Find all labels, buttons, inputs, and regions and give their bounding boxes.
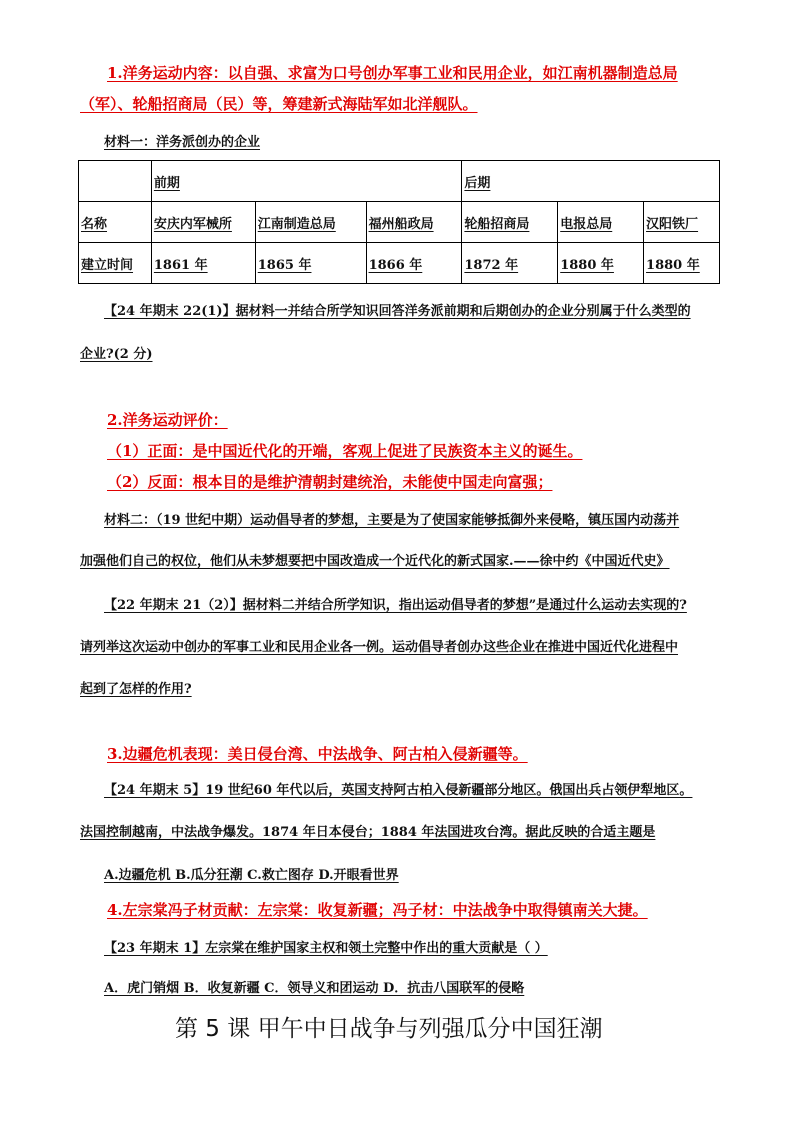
q2-line2: 请列举这次运动中创办的军事工业和民用企业各一例。运动倡导者创办这些企业在推进中国近代化进程中 (80, 640, 679, 655)
row-time-label: 建立时间 (79, 243, 152, 284)
table-row (79, 161, 720, 202)
table-cell: 1861 年 (151, 243, 255, 284)
table-cell: 1865 年 (255, 243, 366, 284)
table-cell: 1872 年 (462, 243, 558, 284)
section4-heading: 4.左宗棠冯子材贡献：左宗棠：收复新疆；冯子材：中法战争中取得镇南关大捷。 (107, 901, 648, 919)
q4-line1: 【23 年期末 1】左宗棠在维护国家主权和领土完整中作出的重大贡献是（ ） (104, 941, 548, 956)
table-row (79, 243, 720, 284)
section1-line2: （军）、轮船招商局（民）等，筹建新式海陆军如北洋舰队。 (80, 95, 478, 113)
table-cell: 轮船招商局 (462, 202, 558, 243)
material2-line2: 加强他们自己的权位，他们从未梦想要把中国改造成一个近代化的新式国家.——徐中约《中国近代史》 (80, 554, 670, 569)
q1-line2: 企业?(2 分) (80, 347, 153, 362)
table-cell-empty (79, 161, 152, 202)
q3-line1: 【24 年期末 5】19 世纪60 年代以后，英国支持阿古柏入侵新疆部分地区。俄国出兵占领伊犁地区。 (104, 783, 693, 798)
section2-negative: （2）反面：根本目的是维护清朝封建统治，未能使中国走向富强； (107, 473, 553, 491)
table-cell: 汉阳铁厂 (644, 202, 720, 243)
q2-line1: 【22 年期末 21（2）】据材料二并结合所学知识，指出运动倡导者的梦想”是通过什么运动去实现的? (104, 598, 687, 613)
q1-line1: 【24 年期末 22(1)】据材料一并结合所学知识回答洋务派前期和后期创办的企业分别属于什么类型的 (104, 304, 691, 319)
section2-positive: （1）正面：是中国近代化的开端，客观上促进了民族资本主义的诞生。 (107, 442, 583, 460)
table-cell: 1880 年 (558, 243, 644, 284)
table-cell: 安庆内军械所 (151, 202, 255, 243)
table-cell: 1866 年 (366, 243, 462, 284)
material1-label: 材料一：洋务派创办的企业 (104, 135, 261, 150)
table-cell: 电报总局 (558, 202, 644, 243)
period-early-header: 前期 (151, 161, 462, 202)
table-row (79, 202, 720, 243)
q4-options: A．虎门销烟 B．收复新疆 C．领导义和团运动 D．抗击八国联军的侵略 (104, 981, 525, 996)
q3-options: A.边疆危机 B.瓜分狂潮 C.救亡图存 D.开眼看世界 (104, 868, 399, 883)
section2-heading: 2.洋务运动评价： (107, 411, 228, 429)
lesson-title: 第 5 课 甲午中日战争与列强瓜分中国狂潮 (175, 1016, 603, 1042)
section1-line1: 1.洋务运动内容：以自强、求富为口号创办军事工业和民用企业，如江南机器制造总局 (107, 64, 678, 82)
table-cell: 福州船政局 (366, 202, 462, 243)
q3-line2: 法国控制越南，中法战争爆发。1874 年日本侵台；1884 年法国进攻台湾。据此反映的合适主题是 (80, 825, 656, 840)
material2-line1: 材料二：（19 世纪中期）运动倡导者的梦想，主要是为了使国家能够抵御外来侵略，镇压国内动荡并 (104, 513, 680, 528)
period-late-header: 后期 (462, 161, 720, 202)
enterprise-table (78, 160, 720, 284)
q2-line3: 起到了怎样的作用? (80, 682, 192, 697)
section3-heading: 3.边疆危机表现：美日侵台湾、中法战争、阿古柏入侵新疆等。 (107, 745, 528, 763)
table-cell: 1880 年 (644, 243, 720, 284)
table-cell: 江南制造总局 (255, 202, 366, 243)
row-name-label: 名称 (79, 202, 152, 243)
